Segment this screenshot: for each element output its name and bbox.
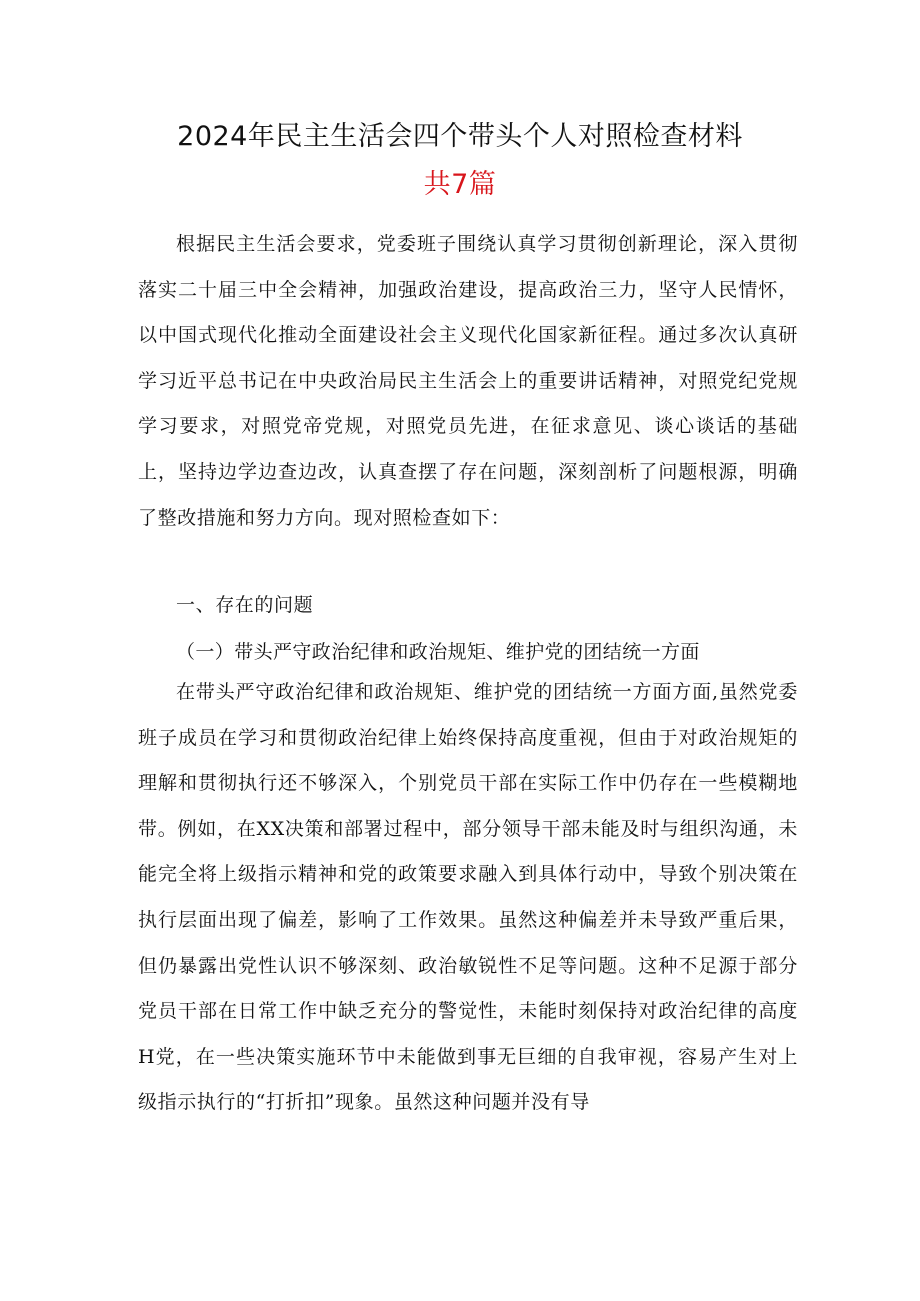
subsection-heading: （一）带头严守政治纪律和政治规矩、维护党的团结统一方面	[176, 641, 700, 663]
document-title: 2024年民主生活会四个带头个人对照检查材料	[177, 121, 743, 152]
intro-paragraph: 根据民主生活会要求，党委班子围绕认真学习贯彻创新理论，深入贯彻落实二十届三中全会精神，加强政治建设，提高政治三力，坚守人民情怀，以中国式现代化推动全面建设社会主义现代化国家新征程。通过多次认真研学习近平总书记在中央政治局民主生活会上的重要讲话精神，对照党纪党规学习要求，对照党帝党规，对照党员先进，在征求意见、谈心谈话的基础上，坚持边学边查边改，认真查摆了存在问题，深刻剖析了问题根源，明确了整改措施和努力方向。现对照检查如下：	[138, 233, 798, 529]
body-paragraph: 在带头严守政治纪律和政治规矩、维护党的团结统一方面方面,虽然党委班子成员在学习和贯彻政治纪律上始终保持高度重视，但由于对政治规矩的理解和贯彻执行还不够深入，个别党员干部在实际工作中仍存在一些模糊地带。例如，在XX决策和部署过程中，部分领导干部未能及时与组织沟通，未能完全将上级指示精神和党的政策要求融入到具体行动中，导致个别决策在执行层面出现了偏差，影响了工作效果。虽然这种偏差并未导致严重后果，但仍暴露出党性认识不够深刻、政治敏锐性不足等问题。这种不足源于部分党员干部在日常工作中缺乏充分的警觉性，未能时刻保持对政治纪律的高度H党，在一些决策实施环节中未能做到事无巨细的自我审视，容易产生对上级指示执行的“打折扣”现象。虽然这种问题并没有导	[138, 681, 798, 1114]
document-subtitle: 共7篇	[423, 169, 497, 200]
section-heading: 一、存在的问题	[176, 594, 314, 616]
